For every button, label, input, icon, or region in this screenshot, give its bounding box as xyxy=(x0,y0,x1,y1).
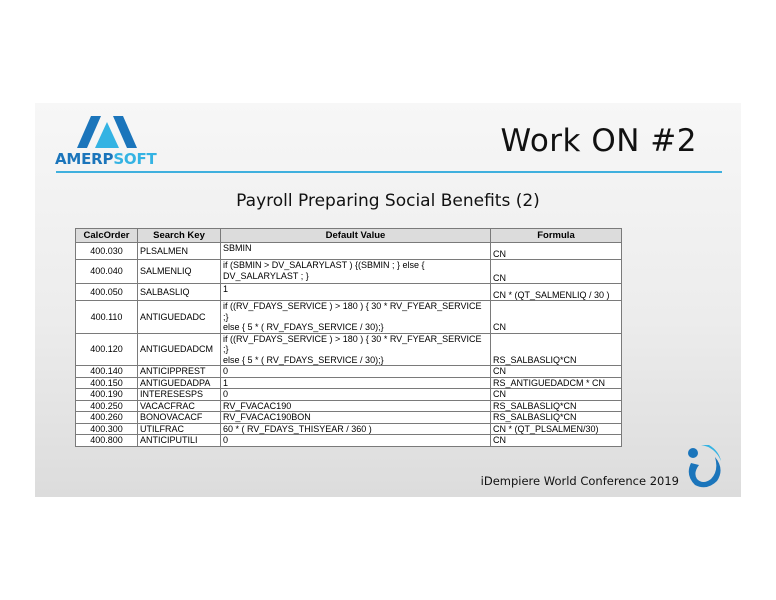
idempiere-logo-icon xyxy=(681,441,723,491)
cell-formula: CN xyxy=(491,366,622,378)
default-value-line: DV_SALARYLAST ; } xyxy=(223,270,309,281)
cell-formula: RS_SALBASLIQ*CN xyxy=(491,333,622,366)
cell-formula: CN * (QT_SALMENLIQ / 30 ) xyxy=(491,284,622,301)
logo-text xyxy=(55,150,157,168)
cell-search-key: BONOVACACF xyxy=(138,412,221,424)
cell-search-key: SALMENLIQ xyxy=(138,260,221,284)
default-value-line: RV_FVACAC190BON xyxy=(223,412,311,422)
logo-text-part1: AMERP xyxy=(55,150,114,168)
table-row xyxy=(76,243,622,260)
cell-formula: CN xyxy=(491,260,622,284)
table-row xyxy=(76,377,622,389)
default-value-line: 1 xyxy=(223,284,229,294)
amerpsoft-mountain-icon xyxy=(77,116,137,148)
cell-search-key: PLSALMEN xyxy=(138,243,221,260)
default-value-line: 0 xyxy=(223,389,229,399)
title-divider xyxy=(56,171,722,173)
amerpsoft-logo xyxy=(55,116,159,166)
payroll-table xyxy=(75,228,622,447)
cell-calcorder: 400.140 xyxy=(76,366,138,378)
slide-subtitle: Payroll Preparing Social Benefits (2) xyxy=(236,191,540,211)
default-value-line: 1 xyxy=(223,377,229,388)
table-row xyxy=(76,260,622,284)
cell-calcorder: 400.030 xyxy=(76,243,138,260)
default-value-line: SBMIN xyxy=(223,243,252,253)
cell-default-value xyxy=(221,435,491,447)
conference-footer: iDempiere World Conference 2019 xyxy=(480,474,679,488)
slide-title: Work ON #2 xyxy=(500,123,697,159)
cell-default-value xyxy=(221,377,491,389)
cell-search-key: ANTICIPUTILI xyxy=(138,435,221,447)
table-row xyxy=(76,389,622,401)
cell-search-key: ANTIGUEDADPA xyxy=(138,377,221,389)
table-header-row xyxy=(76,229,622,243)
cell-calcorder: 400.040 xyxy=(76,260,138,284)
cell-formula: RS_ANTIGUEDADCM * CN xyxy=(491,377,622,389)
default-value-line: if ((RV_FDAYS_SERVICE ) > 180 ) { 30 * RV_FYEAR_SERVICE ;} xyxy=(223,333,482,354)
default-value-line: else { 5 * ( RV_FDAYS_SERVICE / 30);} xyxy=(223,322,384,332)
default-value-line: RV_FVACAC190 xyxy=(223,400,292,411)
default-value-line: if (SBMIN > DV_SALARYLAST ) {(SBMIN ; } else { xyxy=(223,260,425,270)
cell-formula: CN * (QT_PLSALMEN/30) xyxy=(491,423,622,435)
table-row xyxy=(76,400,622,412)
cell-calcorder: 400.120 xyxy=(76,333,138,366)
default-value-line: else { 5 * ( RV_FDAYS_SERVICE / 30);} xyxy=(223,354,384,365)
cell-calcorder: 400.300 xyxy=(76,423,138,435)
default-value-line: if ((RV_FDAYS_SERVICE ) > 180 ) { 30 * RV_FYEAR_SERVICE ;} xyxy=(223,301,482,322)
cell-calcorder: 400.190 xyxy=(76,389,138,401)
header-search-key: Search Key xyxy=(138,229,221,243)
cell-formula: CN xyxy=(491,301,622,334)
cell-search-key: ANTICIPPREST xyxy=(138,366,221,378)
cell-default-value xyxy=(221,243,491,260)
default-value-line: 60 * ( RV_FDAYS_THISYEAR / 360 ) xyxy=(223,423,372,434)
cell-formula: RS_SALBASLIQ*CN xyxy=(491,412,622,424)
cell-formula: RS_SALBASLIQ*CN xyxy=(491,400,622,412)
cell-default-value xyxy=(221,260,491,284)
cell-calcorder: 400.050 xyxy=(76,284,138,301)
logo-text-part2: SOFT xyxy=(113,150,157,168)
header-default-value: Default Value xyxy=(221,229,491,243)
default-value-line: 0 xyxy=(223,435,229,445)
table-row xyxy=(76,423,622,435)
cell-default-value xyxy=(221,400,491,412)
cell-formula: CN xyxy=(491,389,622,401)
cell-search-key: ANTIGUEDADC xyxy=(138,301,221,334)
cell-search-key: UTILFRAC xyxy=(138,423,221,435)
table-row xyxy=(76,435,622,447)
cell-search-key: INTERESESPS xyxy=(138,389,221,401)
cell-default-value xyxy=(221,333,491,366)
cell-search-key: SALBASLIQ xyxy=(138,284,221,301)
header-calcorder: CalcOrder xyxy=(76,229,138,243)
cell-formula: CN xyxy=(491,243,622,260)
cell-default-value xyxy=(221,412,491,424)
cell-calcorder: 400.250 xyxy=(76,400,138,412)
cell-calcorder: 400.800 xyxy=(76,435,138,447)
table-row xyxy=(76,333,622,366)
cell-calcorder: 400.150 xyxy=(76,377,138,389)
table-row xyxy=(76,284,622,301)
table-row xyxy=(76,301,622,334)
slide xyxy=(35,103,741,497)
cell-default-value xyxy=(221,423,491,435)
cell-default-value xyxy=(221,366,491,378)
cell-calcorder: 400.110 xyxy=(76,301,138,334)
cell-default-value xyxy=(221,284,491,301)
cell-search-key: ANTIGUEDADCM xyxy=(138,333,221,366)
header-formula: Formula xyxy=(491,229,622,243)
cell-default-value xyxy=(221,389,491,401)
cell-calcorder: 400.260 xyxy=(76,412,138,424)
table-row xyxy=(76,366,622,378)
table-row xyxy=(76,412,622,424)
cell-default-value xyxy=(221,301,491,334)
default-value-line: 0 xyxy=(223,366,229,376)
cell-search-key: VACACFRAC xyxy=(138,400,221,412)
cell-formula: CN xyxy=(491,435,622,447)
